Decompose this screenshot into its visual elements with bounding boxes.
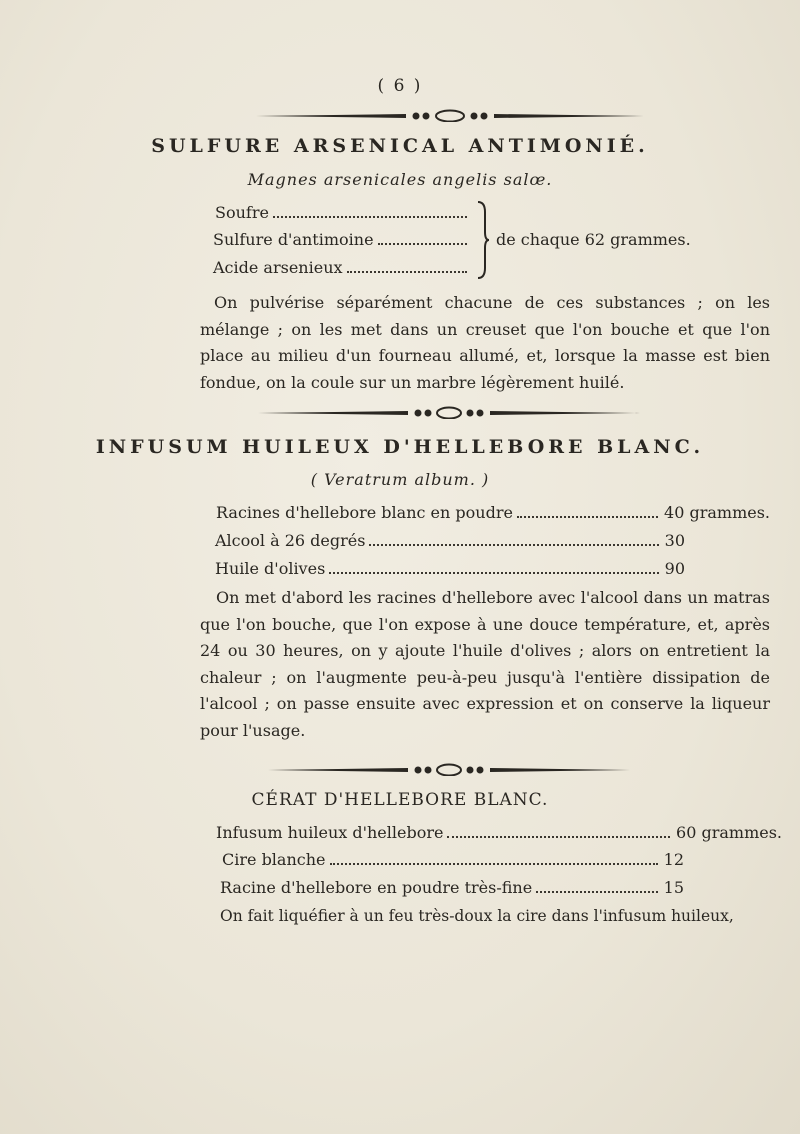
ingredient-name: Sulfure d'antimoine [213, 230, 374, 249]
ornament-divider-top [256, 108, 644, 122]
ingredient-name: Acide arsenieux [213, 258, 343, 277]
ingredient-name: Soufre [215, 203, 269, 222]
section-title: SULFURE ARSENICAL ANTIMONIÉ. [151, 135, 649, 157]
section-subtitle: ( Veratrum album. ) [310, 470, 490, 489]
ingredient-quantity: 12 [663, 850, 684, 869]
page-number: ( 6 ) [377, 76, 423, 96]
ingredient-row [216, 503, 770, 523]
ingredient-name: Infusum huileux d'hellebore [216, 823, 444, 842]
ingredient-name: Racines d'hellebore blanc en poudre [216, 503, 513, 522]
ingredient-quantity: 40 grammes. [664, 503, 770, 522]
method-paragraph: On fait liquéfier à un feu très-doux la cire dans l'infusum huileux, [220, 907, 734, 925]
method-paragraph: On pulvérise séparément chacune de ces substances ; on les mélange ; on les met dans un creuset que l'on bouche et que l'on place au milieu d'un fourneau allumé, et, lorsque la masse est bien fondue, on la coule sur un marbre légèrement huilé. [200, 293, 770, 392]
ingredient-row [220, 878, 684, 898]
ingredient-name: Cire blanche [222, 850, 326, 869]
ingredient-row [215, 559, 685, 579]
section-subtitle: Magnes arsenicales angelis salœ. [247, 170, 553, 189]
method-paragraph: On met d'abord les racines d'hellebore avec l'alcool dans un matras que l'on bouche, que l'on expose à une douce température, et, après 24 ou 30 heures, on y ajoute l'huile d'olives ; alors on entretient la chaleur ; on l'augmente peu-à-peu jusqu'à l'entière dissipation de l'alcool ; on passe ensuite avec expression et on conserve la liqueur pour l'usage. [200, 588, 770, 740]
ornament-divider [268, 762, 630, 776]
ingredient-name: Racine d'hellebore en poudre très-fine [220, 878, 533, 897]
section-title: CÉRAT D'HELLEBORE BLANC. [251, 790, 549, 810]
brace-symbol [476, 200, 490, 280]
ingredient-row [213, 258, 473, 278]
ingredient-quantity: 60 grammes. [676, 823, 782, 842]
ingredient-row [222, 850, 684, 870]
ingredient-row [215, 531, 685, 551]
ingredient-row [215, 203, 473, 223]
ornament-divider [258, 405, 640, 419]
ingredient-quantity: 90 [664, 559, 685, 578]
ingredient-row [216, 823, 782, 843]
ingredient-quantity: 30 [664, 531, 685, 550]
ingredient-name: Alcool à 26 degrés [215, 531, 366, 550]
section-title: INFUSUM HUILEUX D'HELLEBORE BLANC. [95, 436, 705, 458]
ingredient-row [213, 230, 473, 250]
ingredient-name: Huile d'olives [215, 559, 326, 578]
brace-quantity: de chaque 62 grammes. [496, 230, 691, 249]
ingredient-quantity: 15 [663, 878, 684, 897]
